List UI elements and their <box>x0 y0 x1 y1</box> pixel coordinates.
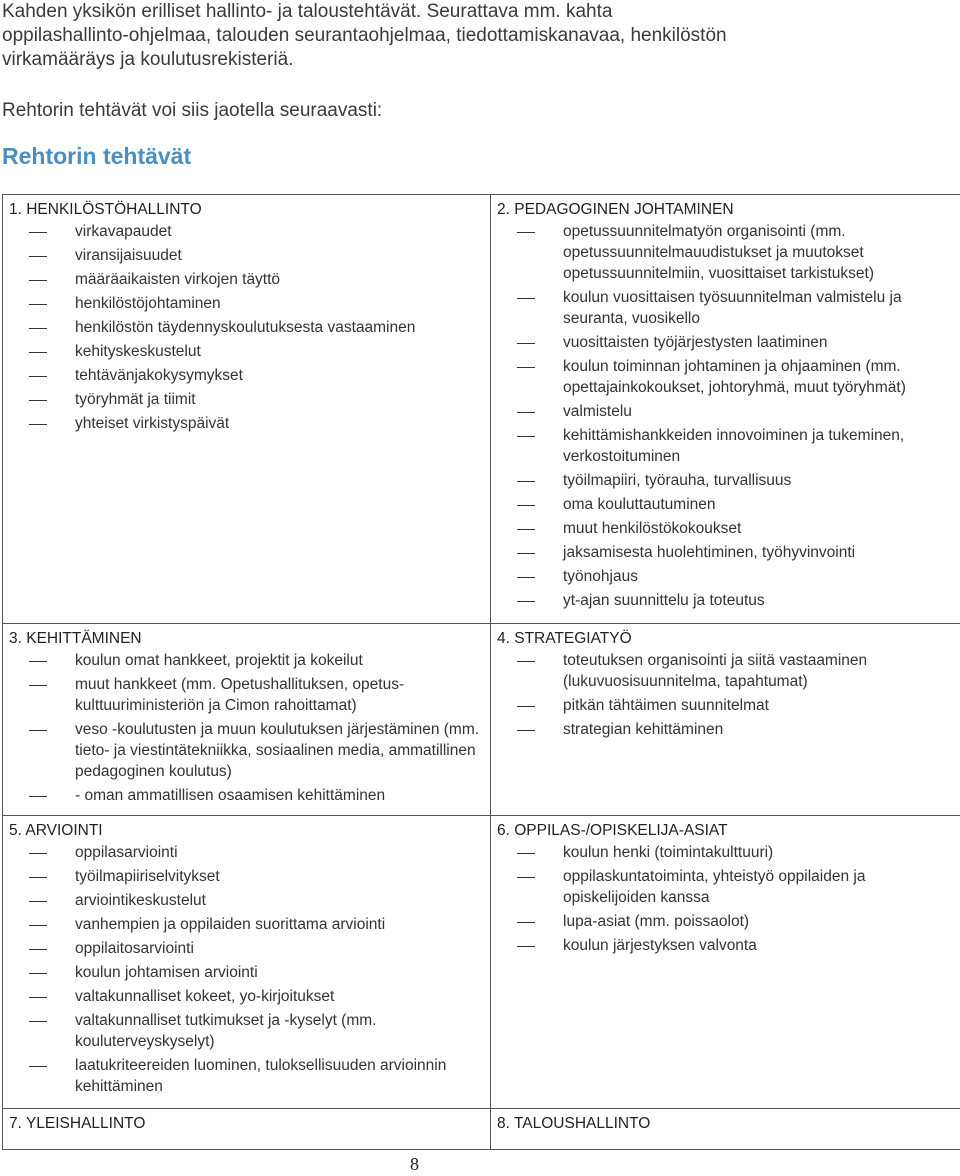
table-row <box>3 624 960 816</box>
section-heading: Rehtorin tehtävät <box>2 143 192 169</box>
cell-henkilostohallinto <box>3 195 491 624</box>
list-item: viransijaisuudet <box>9 245 484 266</box>
item-list <box>497 650 954 740</box>
list-item: koulun järjestyksen valvonta <box>497 935 954 956</box>
item-list <box>9 650 484 806</box>
list-item: koulun henki (toimintakulttuuri) <box>497 842 954 863</box>
cell-arviointi <box>3 816 491 1109</box>
list-item: valmistelu <box>497 401 954 422</box>
table-row <box>3 1109 960 1150</box>
list-item: yhteiset virkistyspäivät <box>9 413 484 434</box>
list-item: kehityskeskustelut <box>9 341 484 362</box>
list-item: - oman ammatillisen osaamisen kehittäminen <box>9 785 484 806</box>
section-title: 6. OPPILAS-/OPISKELIJA-ASIAT <box>497 822 728 839</box>
list-item: tehtävänjakokysymykset <box>9 365 484 386</box>
list-item: muut hankkeet (mm. Opetushallituksen, opetus-kulttuuriministeriön ja Cimon rahoittamat) <box>9 674 484 716</box>
cell-yleishallinto <box>3 1109 491 1150</box>
list-item: toteutuksen organisointi ja siitä vastaaminen (lukuvuosisuunnitelma, tapahtumat) <box>497 650 954 692</box>
section-title: 8. TALOUSHALLINTO <box>497 1115 651 1132</box>
list-item: valtakunnalliset kokeet, yo-kirjoitukset <box>9 986 484 1007</box>
list-item: virkavapaudet <box>9 221 484 242</box>
section-title: 5. ARVIOINTI <box>9 822 103 839</box>
intro-line: virkamääräys ja koulutusrekisteriä. <box>2 49 294 70</box>
list-item: kehittämishankkeiden innovoiminen ja tukeminen, verkostoituminen <box>497 425 954 467</box>
item-list <box>497 221 954 611</box>
cell-oppilasasiat <box>491 816 960 1109</box>
list-item: oppilaskuntatoiminta, yhteistyö oppilaiden ja opiskelijoiden kanssa <box>497 866 954 908</box>
list-item: jaksamisesta huolehtiminen, työhyvinvointi <box>497 542 954 563</box>
cell-pedagoginen-johtaminen <box>491 195 960 624</box>
list-item: pitkän tähtäimen suunnitelmat <box>497 695 954 716</box>
list-item: muut henkilöstökokoukset <box>497 518 954 539</box>
list-item: oppilaitosarviointi <box>9 938 484 959</box>
list-item: strategian kehittäminen <box>497 719 954 740</box>
table-row <box>3 195 960 624</box>
list-item: koulun toiminnan johtaminen ja ohjaaminen (mm. opettajainkokoukset, johtoryhmä, muut työryhmät) <box>497 356 954 398</box>
list-item: työilmapiiriselvitykset <box>9 866 484 887</box>
list-item: henkilöstön täydennyskoulutuksesta vastaaminen <box>9 317 484 338</box>
lead-text: Rehtorin tehtävät voi siis jaotella seuraavasti: <box>2 100 383 121</box>
list-item: työryhmät ja tiimit <box>9 389 484 410</box>
item-list <box>9 221 484 434</box>
cell-kehittaminen <box>3 624 491 816</box>
duties-table <box>2 194 960 1150</box>
list-item: vuosittaisten työjärjestysten laatiminen <box>497 332 954 353</box>
cell-taloushallinto <box>491 1109 960 1150</box>
section-title: 2. PEDAGOGINEN JOHTAMINEN <box>497 201 734 218</box>
list-item: määräaikaisten virkojen täyttö <box>9 269 484 290</box>
list-item: koulun vuosittaisen työsuunnitelman valmistelu ja seuranta, vuosikello <box>497 287 954 329</box>
cell-strategiatyo <box>491 624 960 816</box>
list-item: koulun omat hankkeet, projektit ja kokeilut <box>9 650 484 671</box>
intro-line: oppilashallinto-ohjelmaa, talouden seurantaohjelmaa, tiedottamiskanavaa, henkilöstön <box>2 25 727 46</box>
list-item: opetussuunnitelmatyön organisointi (mm. opetussuunnitelmauudistukset ja muutokset opetussuunnitelmiin, vuosittaiset tarkistukset) <box>497 221 954 284</box>
list-item: vanhempien ja oppilaiden suorittama arviointi <box>9 914 484 935</box>
section-title: 1. HENKILÖSTÖHALLINTO <box>9 201 202 218</box>
list-item: veso -koulutusten ja muun koulutuksen järjestäminen (mm. tieto- ja viestintätekniikka, sosiaalinen media, ammatillinen pedagoginen koulutus) <box>9 719 484 782</box>
list-item: oma kouluttautuminen <box>497 494 954 515</box>
item-list <box>497 842 954 956</box>
list-item: työilmapiiri, työrauha, turvallisuus <box>497 470 954 491</box>
section-title: 7. YLEISHALLINTO <box>9 1115 146 1132</box>
list-item: työnohjaus <box>497 566 954 587</box>
list-item: oppilasarviointi <box>9 842 484 863</box>
list-item: henkilöstöjohtaminen <box>9 293 484 314</box>
intro-line: Kahden yksikön erilliset hallinto- ja taloustehtävät. Seurattava mm. kahta <box>2 1 613 22</box>
page-number: 8 <box>410 1154 419 1174</box>
item-list <box>9 842 484 1097</box>
list-item: laatukriteereiden luominen, tuloksellisuuden arvioinnin kehittäminen <box>9 1055 484 1097</box>
intro-paragraph <box>2 0 952 72</box>
list-item: yt-ajan suunnittelu ja toteutus <box>497 590 954 611</box>
list-item: valtakunnalliset tutkimukset ja -kyselyt (mm. kouluterveyskyselyt) <box>9 1010 484 1052</box>
table-row <box>3 816 960 1109</box>
list-item: arviointikeskustelut <box>9 890 484 911</box>
list-item: lupa-asiat (mm. poissaolot) <box>497 911 954 932</box>
section-title: 4. STRATEGIATYÖ <box>497 630 632 647</box>
section-title: 3. KEHITTÄMINEN <box>9 630 142 647</box>
list-item: koulun johtamisen arviointi <box>9 962 484 983</box>
